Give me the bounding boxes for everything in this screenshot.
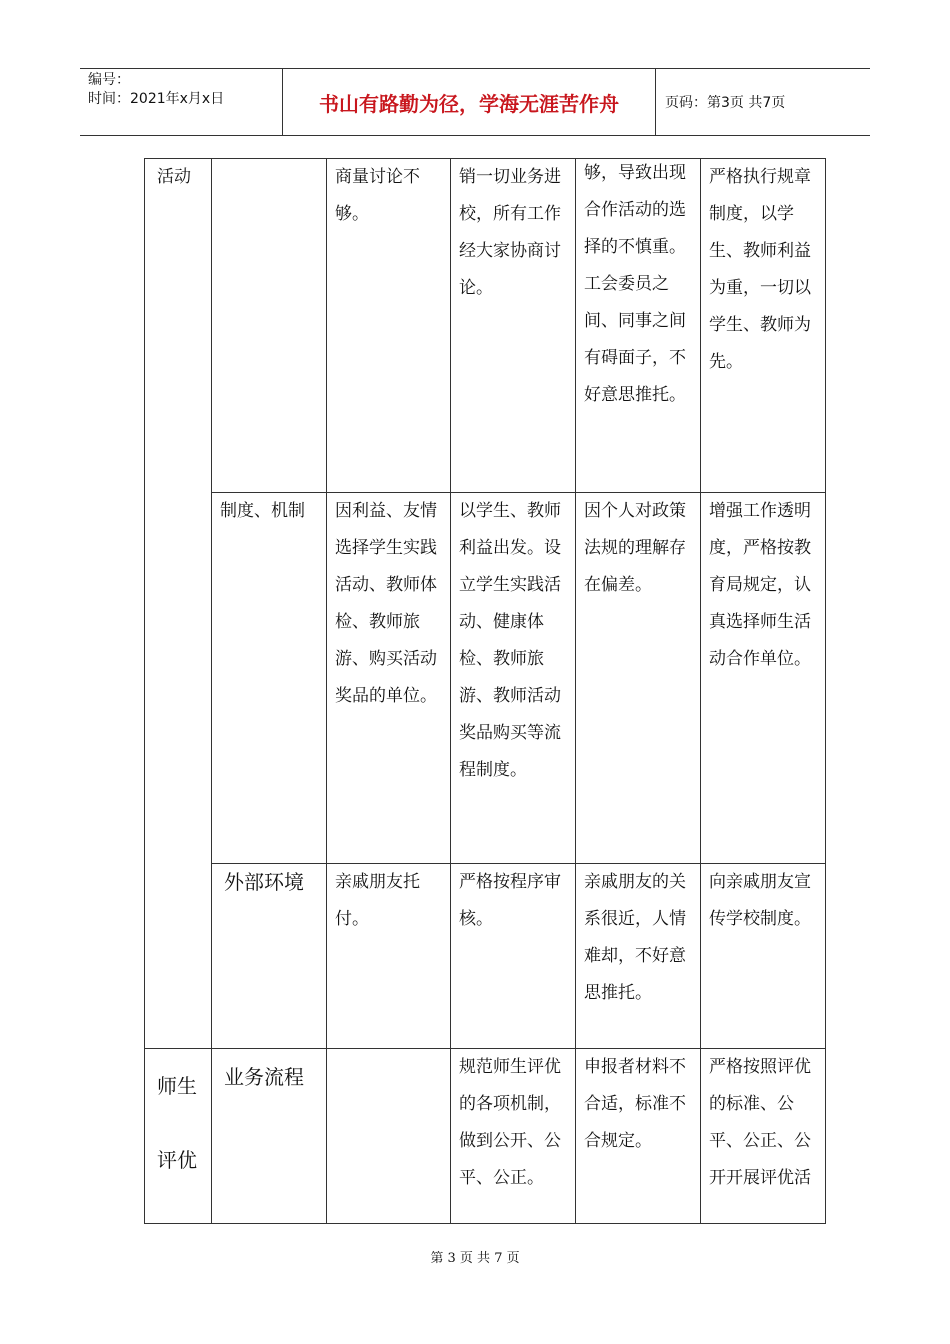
solution-cell: 严格按照评优的标准、公平、公正、公开开展评优活 xyxy=(701,1049,826,1224)
header-page-info: 页码：第3页 共7页 xyxy=(665,95,786,111)
header-meta xyxy=(80,69,283,135)
category-cell: 业务流程 xyxy=(212,1049,327,1224)
table-row xyxy=(145,159,826,493)
measure-cell: 规范师生评优的各项机制，做到公开、公平、公正。 xyxy=(451,1049,576,1224)
category-cell xyxy=(212,159,327,493)
page-footer: 第 3 页 共 7 页 xyxy=(430,1251,520,1266)
cause-cell: 申报者材料不合适，标准不合规定。 xyxy=(576,1049,701,1224)
risk-cell: 亲戚朋友托付。 xyxy=(327,864,451,1049)
risk-table xyxy=(144,158,826,1224)
category-cell: 外部环境 xyxy=(212,864,327,1049)
solution-cell: 增强工作透明度，严格按教育局规定，认真选择师生活动合作单位。 xyxy=(701,493,826,864)
document-number-label: 编号： xyxy=(88,72,130,88)
section-cell-activity: 活动 xyxy=(145,159,212,1049)
document-time-label: 时间：2021年x月x日 xyxy=(88,91,225,107)
risk-cell: 因利益、友情选择学生实践活动、教师体检、教师旅游、购买活动奖品的单位。 xyxy=(327,493,451,864)
cause-cell: 因个人对政策法规的理解存在偏差。 xyxy=(576,493,701,864)
risk-cell xyxy=(327,1049,451,1224)
page-header xyxy=(80,68,870,136)
measure-cell: 严格按程序审核。 xyxy=(451,864,576,1049)
category-cell: 制度、机制 xyxy=(212,493,327,864)
measure-cell: 销一切业务进校，所有工作经大家协商讨论。 xyxy=(451,159,576,493)
cause-cell: 亲戚朋友的关系很近，人情难却，不好意思推托。 xyxy=(576,864,701,1049)
header-motto: 书山有路勤为径，学海无涯苦作舟 xyxy=(283,69,656,135)
measure-cell: 以学生、教师利益出发。设立学生实践活动、健康体检、教师旅游、教师活动奖品购买等流程制度。 xyxy=(451,493,576,864)
solution-cell: 严格执行规章制度，以学生、教师利益为重，一切以学生、教师为先。 xyxy=(701,159,826,493)
table-row xyxy=(145,493,826,864)
risk-cell: 商量讨论不够。 xyxy=(327,159,451,493)
cause-cell-text: 够，导致出现合作活动的选择的不慎重。工会委员之间、同事之间有碍面子，不好意思推托。 xyxy=(584,163,686,405)
cause-cell xyxy=(576,159,701,493)
solution-cell: 向亲戚朋友宣传学校制度。 xyxy=(701,864,826,1049)
table-row xyxy=(145,864,826,1049)
section-cell-evaluation: 师生评优 xyxy=(145,1049,212,1224)
table-row xyxy=(145,1049,826,1224)
